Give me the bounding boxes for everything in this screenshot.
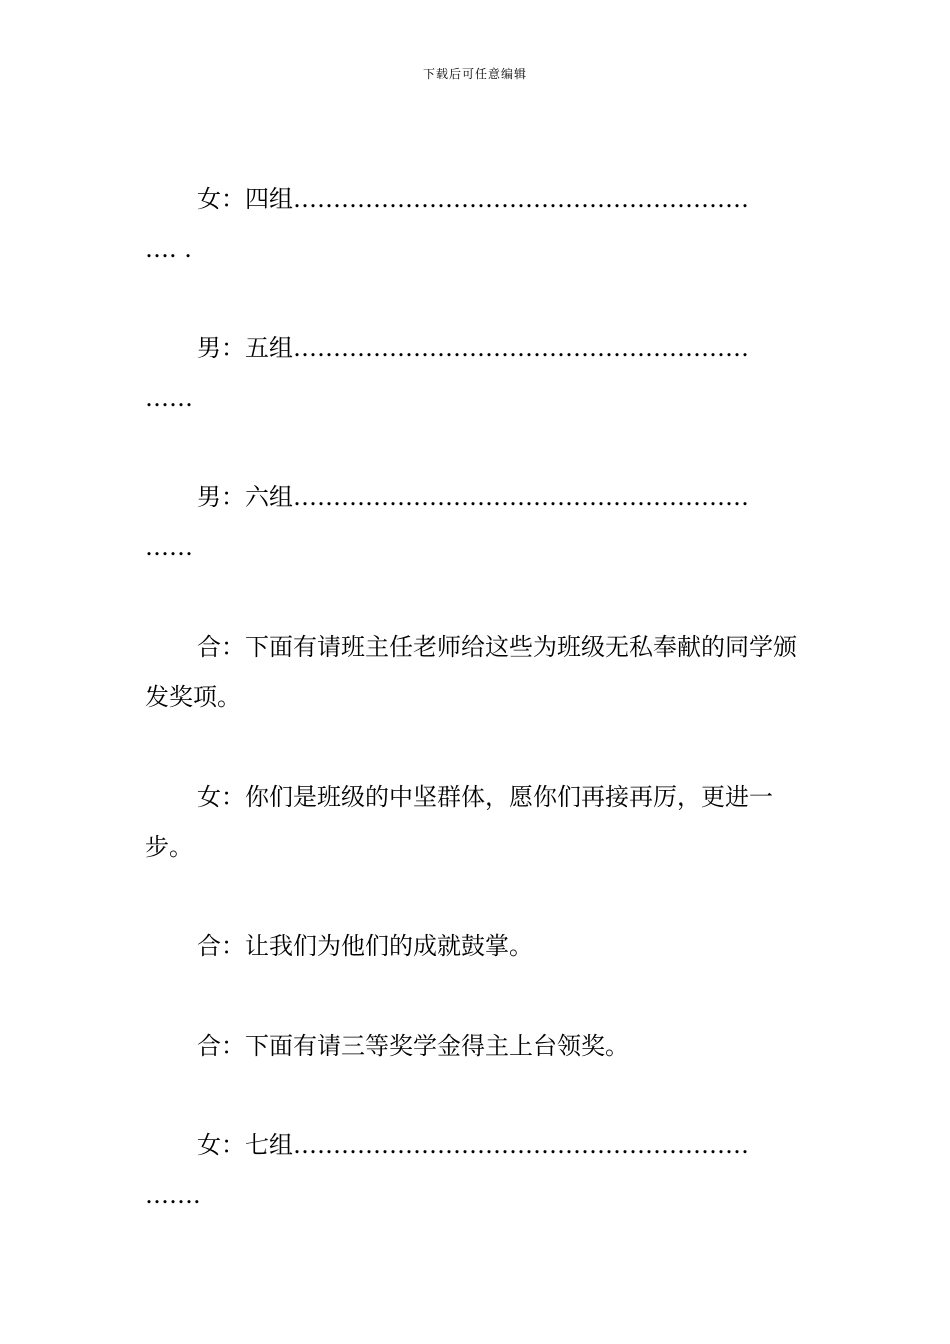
paragraph-line: 男：六组…………………………………………………	[197, 483, 749, 511]
paragraph-encouragement: 女：你们是班级的中坚群体，愿你们再接再厉，更进一步。	[145, 783, 773, 861]
paragraph-award-presentation: 合：下面有请班主任老师给这些为班级无私奉献的同学颁发奖项。	[145, 633, 797, 711]
paragraph-line-continuation: …. .	[145, 235, 192, 263]
paragraph-third-prize: 合：下面有请三等奖学金得主上台领奖。	[197, 1032, 629, 1060]
paragraph-line-continuation: ……	[145, 384, 193, 412]
paragraph-group-six	[145, 472, 807, 572]
paragraph-line: 女：七组…………………………………………………	[197, 1131, 749, 1159]
paragraph-applause: 合：让我们为他们的成就鼓掌。	[197, 932, 533, 960]
paragraph-line-continuation: ……	[145, 533, 193, 561]
paragraph-group-five	[145, 323, 807, 423]
page-header-note: 下载后可任意编辑	[422, 67, 527, 81]
paragraph-group-four	[145, 174, 807, 274]
paragraph-line: 男：五组…………………………………………………	[197, 334, 749, 362]
paragraph-group-seven	[145, 1120, 807, 1220]
paragraph-line: 女：四组…………………………………………………	[197, 185, 749, 213]
paragraph-line-continuation: …….	[145, 1181, 201, 1209]
